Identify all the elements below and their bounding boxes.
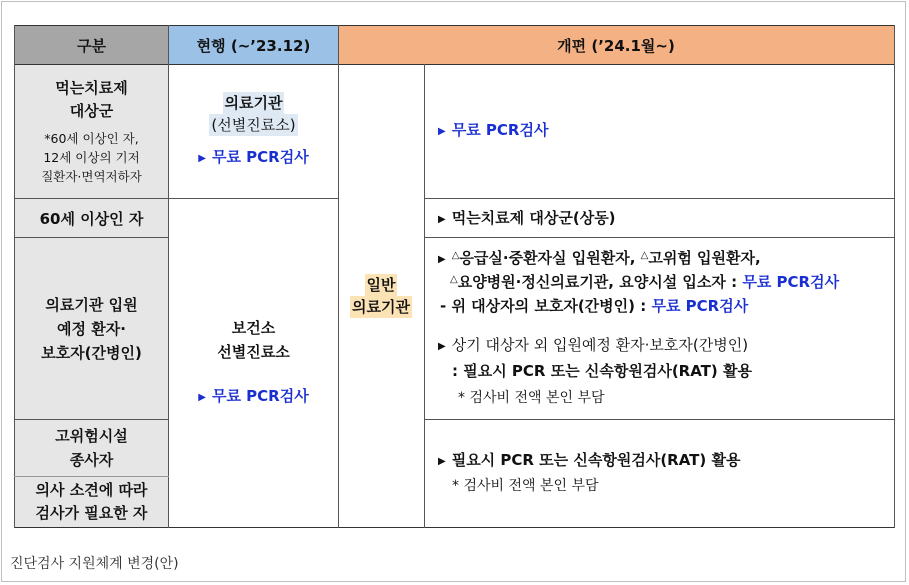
current-health-center-cell (169, 199, 338, 527)
current-clinic-cell (169, 65, 338, 198)
antiviral-note-2: 12세 이상의 기저 (43, 150, 140, 165)
revised-admission-line-2 (450, 267, 839, 295)
admission-l1b-text: 고위험 입원환자, (648, 249, 761, 267)
row-over60-label (14, 199, 169, 237)
border-col3 (424, 64, 425, 528)
row-line-2-left (14, 237, 169, 238)
row-antiviral-label (14, 65, 169, 198)
border-right (894, 25, 895, 528)
revised-other-line-1 (438, 333, 748, 360)
bullet-icon: ▶ (198, 391, 206, 403)
revised-antiviral-text: 무료 PCR검사 (451, 121, 549, 139)
bullet-icon: ▶ (198, 153, 206, 164)
border-left (14, 25, 15, 528)
current-clinic-1: 의료기관 (224, 94, 283, 112)
antiviral-title-2: 대상군 (69, 102, 114, 120)
border-header-bottom (14, 64, 894, 65)
revised-general-clinic-cell (338, 65, 424, 527)
row-line-3-right (424, 419, 894, 420)
current-clinic-2: (선별진료소) (211, 116, 296, 134)
border-col1 (168, 25, 169, 528)
header-category-label: 구분 (77, 36, 106, 55)
bullet-icon: ▶ (438, 214, 446, 225)
header-category (14, 26, 169, 64)
guardian-label: - 위 대상자의 보호자(간병인) : (440, 297, 647, 315)
admission-l2-free: 무료 PCR검사 (742, 273, 840, 291)
health-center-item (198, 384, 308, 411)
revised-bottom-line-1 (438, 448, 740, 475)
row-line-3-left (14, 419, 169, 420)
health-center-2: 선별진료소 (217, 342, 290, 361)
doctor-line-1: 의사 소견에 따라 (35, 481, 148, 499)
header-revised-label: 개편 (’24.1월~) (557, 36, 675, 55)
triangle-marker: △ (640, 250, 649, 261)
row-admission-label (14, 238, 169, 419)
revised-over60-text: 먹는치료제 대상군(상동) (451, 209, 616, 227)
triangle-marker: △ (451, 250, 460, 261)
bottom-l1-text: 필요시 PCR 또는 신속항원검사(RAT) 활용 (451, 451, 741, 469)
revised-guardian-line (440, 294, 748, 319)
header-current (169, 26, 338, 64)
antiviral-note-3: 질환자·면역저하자 (41, 169, 142, 184)
bullet-icon: ▶ (438, 341, 446, 352)
admission-l2-text: 요양병원·정신의료기관, 요양시설 입소자 : (457, 273, 738, 291)
admission-line-2: 예정 환자· (57, 319, 126, 338)
bullet-icon: ▶ (438, 126, 446, 137)
admission-line-1: 의료기관 입원 (45, 295, 138, 314)
doctor-line-2: 검사가 필요한 자 (35, 504, 148, 522)
highrisk-line-1: 고위험시설 (55, 427, 128, 445)
other-l1-text: 상기 대상자 외 입원예정 환자·보호자(간병인) (451, 336, 749, 354)
border-top (14, 25, 894, 26)
revised-bottom-line-2 (452, 474, 599, 499)
admission-l1-text: 응급실·중환자실 입원환자, (459, 249, 636, 267)
revised-over60-item (438, 206, 616, 233)
row-line-1-left (14, 198, 338, 199)
row-highrisk-label (14, 420, 169, 476)
antiviral-note-1: *60세 이상인 자, (44, 131, 139, 146)
other-l3-text: * 검사비 전액 본인 부담 (458, 390, 605, 406)
health-center-item-text: 무료 PCR검사 (211, 386, 309, 405)
highrisk-line-2: 종사자 (69, 451, 114, 469)
current-clinic-item-text: 무료 PCR검사 (211, 148, 309, 166)
border-col2 (338, 25, 339, 528)
row-line-2-right (424, 237, 894, 238)
current-clinic-item (198, 146, 308, 171)
other-l2-text: : 필요시 PCR 또는 신속항원검사(RAT) 활용 (452, 362, 752, 380)
antiviral-title-1: 먹는치료제 (55, 79, 128, 97)
bullet-icon: ▶ (438, 254, 446, 265)
border-bottom (14, 527, 894, 528)
row-line-1-right (424, 198, 894, 199)
general-clinic-2: 의료기관 (352, 298, 410, 316)
revised-antiviral-item (438, 118, 548, 145)
guardian-free: 무료 PCR검사 (651, 297, 749, 315)
bottom-l2-text: * 검사비 전액 본인 부담 (452, 478, 599, 494)
general-clinic-1: 일반 (366, 276, 396, 294)
header-current-label: 현행 (~’23.12) (196, 36, 311, 55)
admission-line-3: 보호자(간병인) (41, 343, 142, 362)
figure-caption: 진단검사 지원체계 변경(안) (10, 556, 179, 572)
revised-other-line-3 (458, 386, 605, 411)
bullet-icon: ▶ (438, 456, 446, 467)
triangle-marker: △ (450, 274, 458, 285)
row-doctor-label (14, 477, 169, 527)
header-revised (338, 26, 894, 64)
over60-text: 60세 이상인 자 (39, 209, 144, 228)
revised-other-line-2 (452, 359, 752, 384)
health-center-1: 보건소 (231, 318, 276, 337)
row-line-4-left (14, 476, 169, 477)
